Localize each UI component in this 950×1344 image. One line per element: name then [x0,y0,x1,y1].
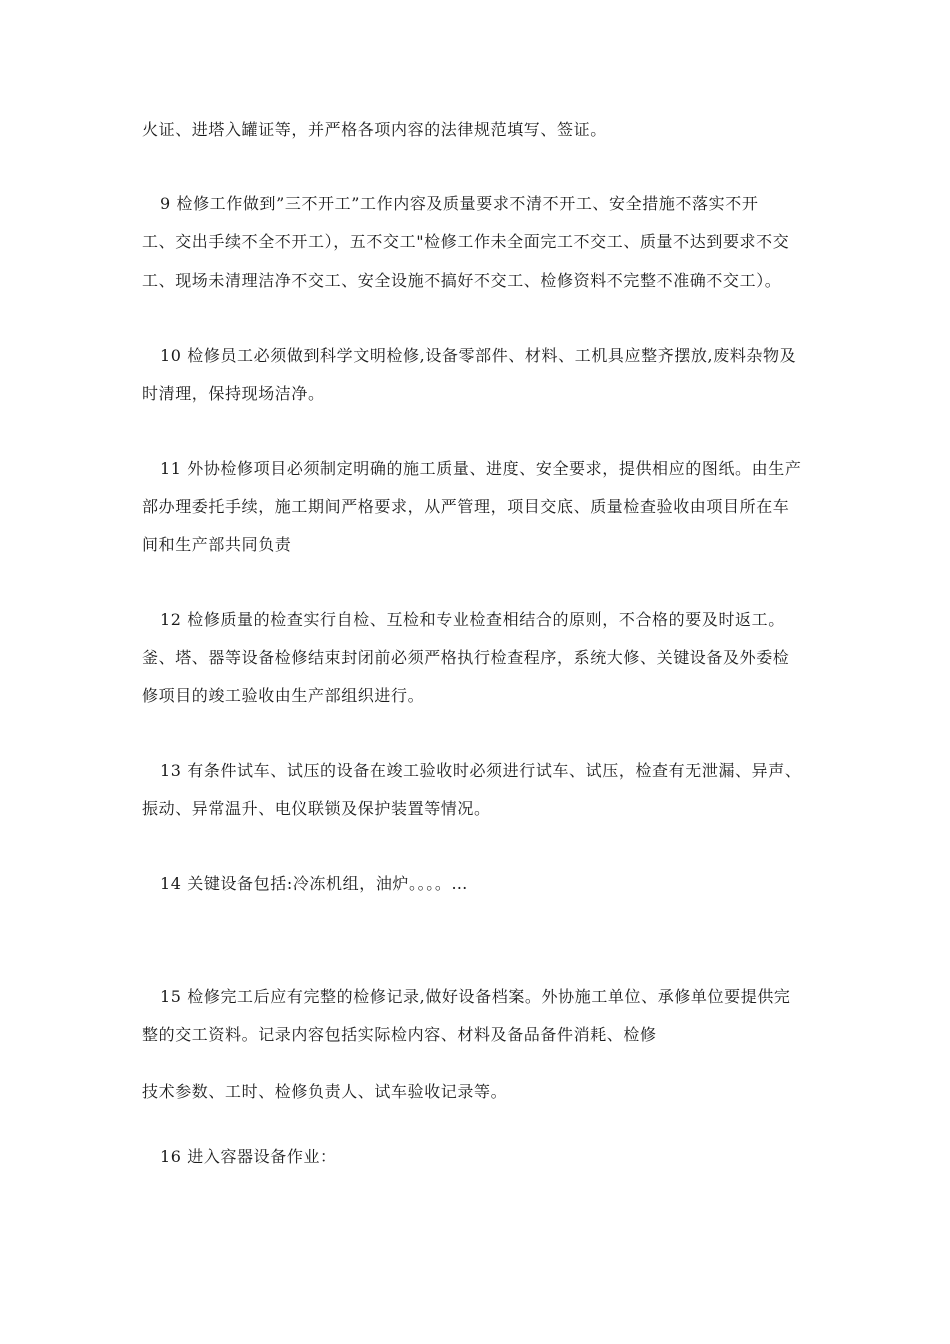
text-line: 10 检修员工必须做到科学文明检修,设备零部件、材料、工机具应整齐摆放,废料杂物及 [160,346,797,365]
text-line: 14 关键设备包括:冷冻机组，油炉。。。。… [160,874,469,893]
text-line: 16 进入容器设备作业： [160,1147,337,1166]
text-line: 工、现场未清理洁净不交工、安全设施不搞好不交工、检修资料不完整不准确不交工）。 [142,271,782,290]
text-line: 11 外协检修项目必须制定明确的施工质量、进度、安全要求，提供相应的图纸。由生产 [160,459,802,478]
text-line: 釜、塔、器等设备检修结束封闭前必须严格执行检查程序，系统大修、关键设备及外委检 [142,648,790,667]
text-line: 13 有条件试车、试压的设备在竣工验收时必须进行试车、试压，检查有无泄漏、异声、 [160,761,802,780]
text-line: 修项目的竣工验收由生产部组织进行。 [142,686,425,705]
text-line: 15 检修完工后应有完整的检修记录,做好设备档案。外协施工单位、承修单位要提供完 [160,987,791,1006]
text-line: 部办理委托手续，施工期间严格要求，从严管理，项目交底、质量检查验收由项目所在车 [142,497,790,516]
text-line: 间和生产部共同负责 [142,535,292,554]
text-line: 9 检修工作做到”三不开工”工作内容及质量要求不清不开工、安全措施不落实不开 [160,194,759,213]
text-line: 火证、进塔入罐证等，并严格各项内容的法律规范填写、签证。 [142,120,607,139]
text-line: 工、交出手续不全不开工），五不交工"检修工作未全面完工不交工、质量不达到要求不交 [142,232,790,251]
text-line: 振动、异常温升、电仪联锁及保护装置等情况。 [142,799,491,818]
text-line: 技术参数、工时、检修负责人、试车验收记录等。 [142,1082,508,1101]
text-line: 12 检修质量的检查实行自检、互检和专业检查相结合的原则，不合格的要及时返工。 [160,610,785,629]
text-line: 时清理，保持现场洁净。 [142,384,325,403]
text-line: 整的交工资料。记录内容包括实际检内容、材料及备品备件消耗、检修 [142,1025,657,1044]
